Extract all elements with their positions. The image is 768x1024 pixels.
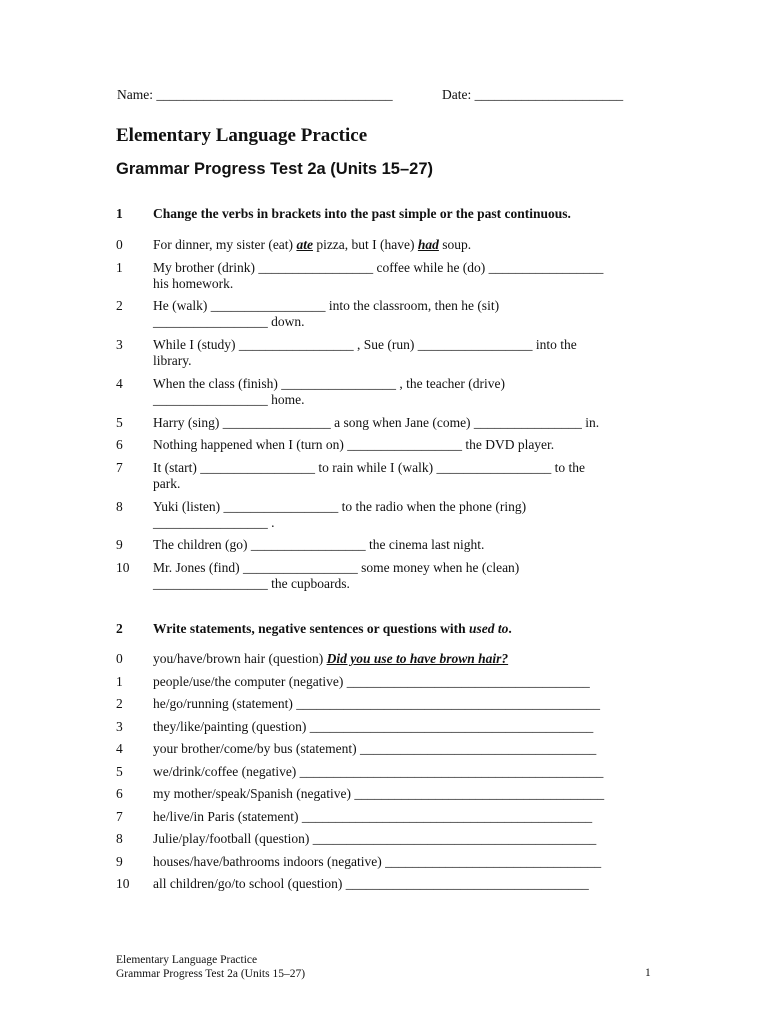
example-text: For dinner, my sister (eat) xyxy=(153,237,297,252)
item-text[interactable]: Harry (sing) ________________ a song when Jane (come) ________________ in. xyxy=(153,415,600,430)
item-text[interactable]: they/like/painting (question) __________________________________________ xyxy=(153,719,594,734)
item-text xyxy=(153,237,656,253)
example-answer: Did you use to have brown hair? xyxy=(326,651,509,666)
item-number: 2 xyxy=(116,696,123,711)
item-text[interactable]: Mr. Jones (find) _________________ some money when he (clean) _________________ the cupboards. xyxy=(153,560,520,591)
item-number: 4 xyxy=(116,741,123,756)
document-title: Elementary Language Practice xyxy=(116,125,368,146)
item-text[interactable]: My brother (drink) _________________ coffee while he (do) _________________ his homework. xyxy=(153,260,604,291)
item-number: 6 xyxy=(116,437,123,452)
example-prompt: you/have/brown hair (question) xyxy=(153,651,327,666)
item-number: 3 xyxy=(116,337,123,352)
item-number: 9 xyxy=(116,537,123,552)
item-text[interactable]: he/live/in Paris (statement) ___________________________________________ xyxy=(153,809,593,824)
item-text[interactable]: my mother/speak/Spanish (negative) _____________________________________ xyxy=(153,786,605,801)
section-number: 1 xyxy=(116,206,123,221)
item-number: 5 xyxy=(116,415,123,430)
item-number: 0 xyxy=(116,651,123,666)
item-text[interactable]: Julie/play/football (question) __________________________________________ xyxy=(153,831,597,846)
item-text[interactable]: While I (study) _________________ , Sue (run) _________________ into the library. xyxy=(153,337,577,368)
item-text[interactable]: we/drink/coffee (negative) _____________________________________________ xyxy=(153,764,604,779)
item-number: 1 xyxy=(116,260,123,275)
item-text[interactable]: houses/have/bathrooms indoors (negative) ________________________________ xyxy=(153,854,602,869)
item-text[interactable]: He (walk) _________________ into the classroom, then he (sit) _________________ down. xyxy=(153,298,500,329)
item-number: 7 xyxy=(116,809,123,824)
item-number: 10 xyxy=(116,876,130,891)
item-number: 6 xyxy=(116,786,123,801)
test-subtitle: Grammar Progress Test 2a (Units 15–27) xyxy=(116,160,434,178)
item-number: 4 xyxy=(116,376,123,391)
item-number: 5 xyxy=(116,764,123,779)
footer-line: Elementary Language Practice xyxy=(116,954,258,966)
section-instruction: Change the verbs in brackets into the past simple or the past continuous. xyxy=(153,206,571,221)
date-field[interactable]: Date: ______________________ xyxy=(442,87,624,102)
instruction-text: . xyxy=(508,621,512,636)
section-instruction xyxy=(153,621,512,637)
item-number: 8 xyxy=(116,499,123,514)
example-answer: had xyxy=(417,237,439,252)
item-text[interactable]: your brother/come/by bus (statement) ___________________________________ xyxy=(153,741,597,756)
item-number: 2 xyxy=(116,298,123,313)
item-text[interactable]: Nothing happened when I (turn on) _________________ the DVD player. xyxy=(153,437,555,452)
name-field[interactable]: Name: ___________________________________ xyxy=(117,87,393,102)
item-text[interactable]: he/go/running (statement) _____________________________________________ xyxy=(153,696,600,711)
example-text: pizza, but I (have) xyxy=(312,237,418,252)
item-number: 3 xyxy=(116,719,123,734)
instruction-emphasis: used to xyxy=(468,621,509,636)
item-text[interactable]: It (start) _________________ to rain while I (walk) _________________ to the park. xyxy=(153,460,585,491)
item-text[interactable]: people/use/the computer (negative) ____________________________________ xyxy=(153,674,590,689)
item-number: 8 xyxy=(116,831,123,846)
item-number: 0 xyxy=(116,237,123,252)
item-number: 9 xyxy=(116,854,123,869)
section-number: 2 xyxy=(116,621,123,636)
item-text[interactable]: When the class (finish) _________________ , the teacher (drive) _________________ home. xyxy=(153,376,506,407)
item-number: 10 xyxy=(116,560,130,575)
item-text[interactable]: all children/go/to school (question) ____________________________________ xyxy=(153,876,589,891)
item-number: 7 xyxy=(116,460,123,475)
item-text[interactable]: Yuki (listen) _________________ to the radio when the phone (ring) _________________ . xyxy=(153,499,527,530)
example-text: soup. xyxy=(438,237,472,252)
footer-line: Grammar Progress Test 2a (Units 15–27) xyxy=(116,968,306,980)
page-footer xyxy=(116,953,305,981)
item-number: 1 xyxy=(116,674,123,689)
instruction-text: Write statements, negative sentences or questions with xyxy=(153,621,469,636)
item-text xyxy=(153,651,656,667)
example-answer: ate xyxy=(296,237,313,252)
page-number: 1 xyxy=(645,967,651,979)
item-text[interactable]: The children (go) _________________ the cinema last night. xyxy=(153,537,485,552)
